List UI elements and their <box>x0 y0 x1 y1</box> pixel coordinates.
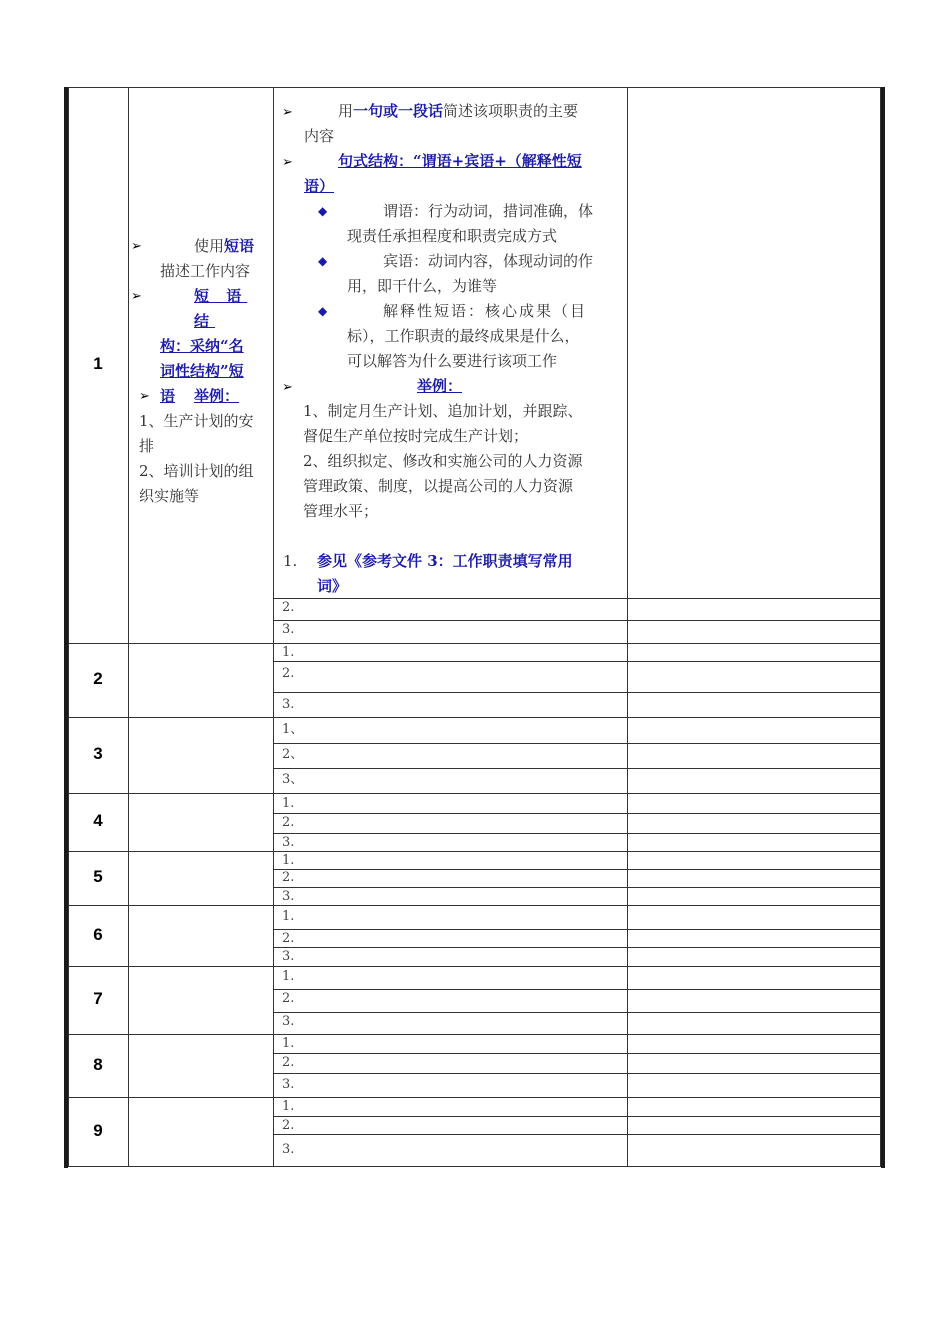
diamond-bullet-icon: ◆ <box>318 304 328 318</box>
sub-row-divider <box>273 1012 881 1013</box>
row-number: 8 <box>93 1054 103 1074</box>
duty-item-marker[interactable]: 1. <box>282 1036 295 1051</box>
duty-item-marker[interactable]: 2. <box>282 991 295 1006</box>
row-divider <box>68 905 881 906</box>
duty-item-marker[interactable]: 2. <box>282 870 295 885</box>
reference-note: 参见《参考文件 3：工作职责填写常用 词》 <box>317 552 573 595</box>
col3-example-label: 举例： <box>417 377 463 395</box>
sub-row-divider <box>273 620 881 621</box>
sub-row-divider <box>273 768 881 769</box>
row-number: 2 <box>93 669 103 688</box>
arrow-bullet-icon: ➢ <box>139 389 150 404</box>
column-divider <box>880 87 881 1167</box>
row-number: 4 <box>93 811 103 830</box>
row-number: 1 <box>93 354 103 373</box>
duty-item-marker[interactable]: 2. <box>282 1055 295 1070</box>
row-divider <box>68 851 881 852</box>
row-divider <box>68 643 881 644</box>
sub-row-divider <box>273 1073 881 1074</box>
duty-item-marker[interactable]: 1. <box>282 796 295 811</box>
duty-item-marker[interactable]: 3. <box>282 622 295 637</box>
table-right-border <box>881 87 885 1168</box>
duty-item-marker[interactable]: 2. <box>282 1118 295 1133</box>
sub-row-divider <box>273 661 881 662</box>
sub-row-divider <box>273 887 881 888</box>
explanatory-phrase-note: 解释性短语：核心成果（目 标），工作职责的最终成果是什么， 可以解答为什么要进行该项工作 <box>347 302 588 370</box>
duty-item-marker[interactable]: 3. <box>282 1014 295 1029</box>
duty-item-marker[interactable]: 3. <box>282 835 295 850</box>
row-divider <box>68 1097 881 1098</box>
phrase-instruction-prefix: 使用 <box>194 237 225 255</box>
row-divider <box>68 1034 881 1035</box>
duty-item-marker[interactable]: 3. <box>282 1077 295 1092</box>
duty-item-marker[interactable]: 1. <box>282 645 295 660</box>
sub-row-divider <box>273 813 881 814</box>
row-number: 5 <box>93 867 103 886</box>
sub-row-divider <box>273 1134 881 1135</box>
row-divider <box>68 717 881 718</box>
row-divider <box>68 793 881 794</box>
sub-row-divider <box>273 692 881 693</box>
example-1: 1、生产计划的安 排 <box>139 412 254 455</box>
row-number: 7 <box>93 989 103 1008</box>
sub-row-divider <box>273 989 881 990</box>
sub-row-divider <box>273 929 881 930</box>
duty-item-marker[interactable]: 3. <box>282 697 295 712</box>
sentence-structure-note: 句式结构：“谓语+宾语+（解释性短 语） <box>304 152 582 195</box>
arrow-bullet-icon: ➢ <box>282 380 293 395</box>
diamond-bullet-icon: ◆ <box>318 204 328 218</box>
duty-item-marker[interactable]: 2. <box>282 600 295 615</box>
duty-item-marker[interactable]: 1. <box>282 1099 295 1114</box>
sub-row-divider <box>273 598 881 599</box>
col3-example-1: 1、制定月生产计划、追加计划，并跟踪、 督促生产单位按时完成生产计划； <box>303 402 583 445</box>
column-divider <box>128 87 129 1167</box>
object-note: 宾语：动词内容，体现动词的作 用，即干什么，为谁等 <box>347 252 594 295</box>
example-label: 举例： <box>194 387 240 405</box>
row-number: 6 <box>93 924 103 944</box>
example-2: 2、培训计划的组 织实施等 <box>139 462 254 505</box>
sub-row-divider <box>273 1053 881 1054</box>
phrase-instruction-keyword: 短语 <box>224 237 255 255</box>
sub-row-divider <box>273 869 881 870</box>
row-number: 3 <box>93 744 103 763</box>
duty-item-marker[interactable]: 3. <box>282 1142 295 1157</box>
column-divider <box>627 87 628 1167</box>
sub-row-divider <box>273 1116 881 1117</box>
sub-row-divider <box>273 947 881 948</box>
phrase-structure-note: 短 语 结 构：采纳“名 词性结构”短 语 <box>160 287 248 405</box>
duty-item-marker[interactable]: 1. <box>282 853 295 868</box>
sub-row-divider <box>273 833 881 834</box>
arrow-bullet-icon: ➢ <box>131 289 142 304</box>
row-divider <box>68 1166 881 1167</box>
col3-example-2: 2、组织拟定、修改和实施公司的人力资源 管理政策、制度，以提高公司的人力资源 管理水平； <box>303 452 583 520</box>
duty-item-marker[interactable]: 3、 <box>282 772 304 787</box>
arrow-bullet-icon: ➢ <box>282 155 293 170</box>
arrow-bullet-icon: ➢ <box>282 105 293 120</box>
sub-row-divider <box>273 743 881 744</box>
duty-item-marker[interactable]: 2. <box>282 931 295 946</box>
duty-item-marker[interactable]: 3. <box>282 949 295 964</box>
duty-item-marker[interactable]: 1. <box>282 909 295 924</box>
row-divider <box>68 87 881 88</box>
summary-instruction: 用一句或一段话简述该项职责的主要 内容 <box>304 102 579 145</box>
reference-number: 1. <box>283 552 298 570</box>
phrase-instruction-suffix: 描述工作内容 <box>160 262 251 280</box>
predicate-note: 谓语：行为动词，措词准确，体 现责任承担程度和职责完成方式 <box>347 202 594 245</box>
column-divider <box>273 87 274 1167</box>
diamond-bullet-icon: ◆ <box>318 254 328 268</box>
duty-item-marker[interactable]: 3. <box>282 889 295 904</box>
duty-item-marker[interactable]: 1、 <box>282 722 304 737</box>
arrow-bullet-icon: ➢ <box>131 239 142 254</box>
duty-item-marker[interactable]: 2、 <box>282 747 304 762</box>
row-number: 9 <box>93 1120 103 1140</box>
duty-item-marker[interactable]: 2. <box>282 815 295 830</box>
duty-item-marker[interactable]: 1. <box>282 969 295 984</box>
duty-item-marker[interactable]: 2. <box>282 666 295 681</box>
row-divider <box>68 966 881 967</box>
